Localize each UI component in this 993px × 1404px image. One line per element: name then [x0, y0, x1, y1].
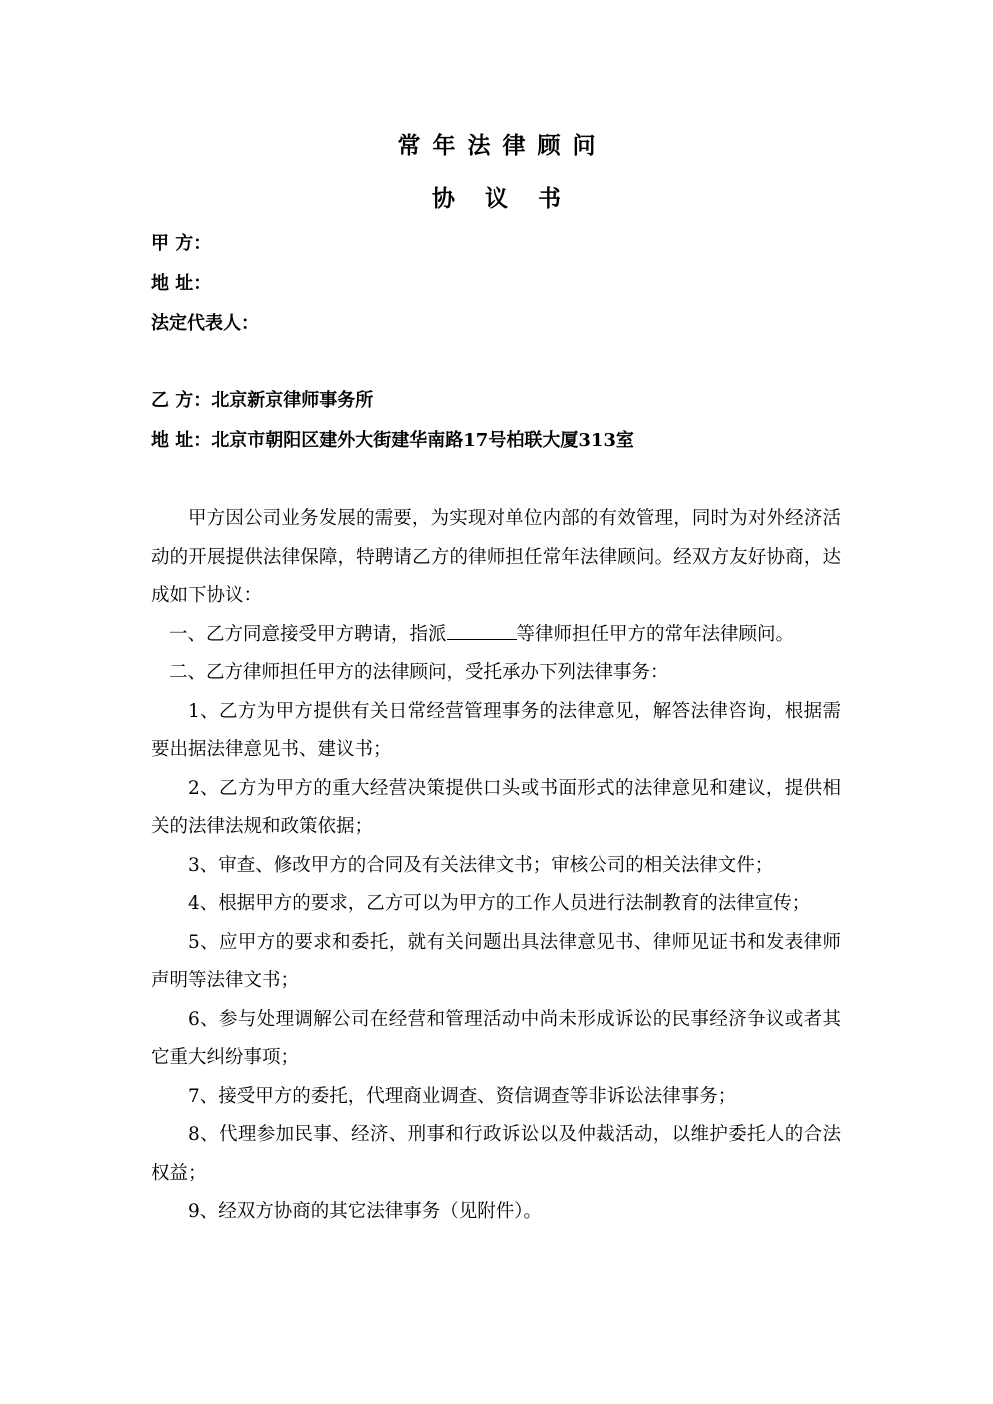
party-a-name-label: 甲 方： — [151, 233, 212, 254]
clause-1-text-before: 一、乙方同意接受甲方聘请，指派 — [169, 623, 447, 645]
appointed-lawyer-blank — [447, 623, 517, 640]
party-b-address: 地 址：北京市朝阳区建外大街建华南路17号柏联大厦313室 — [151, 430, 634, 451]
service-item-3: 3、审查、修改甲方的合同及有关法律文书；审核公司的相关法律文件； — [188, 854, 774, 876]
clause-1 — [151, 616, 841, 655]
service-item-1: 1、乙方为甲方提供有关日常经营管理事务的法律意见，解答法律咨询，根据需要出据法律意见书、建议书； — [151, 700, 841, 760]
document-title: 常年法律顾问 — [397, 132, 608, 159]
service-item-4: 4、根据甲方的要求，乙方可以为甲方的工作人员进行法制教育的法律宣传； — [188, 893, 811, 914]
service-item-2: 2、乙方为甲方的重大经营决策提供口头或书面形式的法律意见和建议，提供相关的法律法规和政策依据； — [151, 777, 841, 837]
service-item-8: 8、代理参加民事、经济、刑事和行政诉讼以及仲裁活动，以维护委托人的合法权益； — [151, 1124, 841, 1184]
service-item-9: 9、经双方协商的其它法律事务（见附件）。 — [188, 1201, 543, 1222]
party-a-address-label: 地 址： — [151, 273, 212, 294]
document-subtitle: 协议书 — [432, 185, 591, 212]
clause-1-text-after: 等律师担任甲方的常年法律顾问。 — [516, 623, 795, 645]
service-item-7: 7、接受甲方的委托，代理商业调查、资信调查等非诉讼法律事务； — [188, 1085, 737, 1107]
agreement-body — [151, 500, 841, 1232]
clause-2: 二、乙方律师担任甲方的法律顾问，受托承办下列法律事务： — [169, 662, 669, 683]
party-a-legal-rep-label: 法定代表人： — [151, 313, 259, 334]
intro-paragraph: 甲方因公司业务发展的需要，为实现对单位内部的有效管理，同时为对外经济活动的开展提供法律保障，特聘请乙方的律师担任常年法律顾问。经双方友好协商，达成如下协议： — [151, 508, 841, 606]
service-item-6: 6、参与处理调解公司在经营和管理活动中尚未形成诉讼的民事经济争议或者其它重大纠纷事项； — [151, 1008, 841, 1068]
service-item-5: 5、应甲方的要求和委托，就有关问题出具法律意见书、律师见证书和发表律师声明等法律文书； — [151, 931, 841, 991]
party-b-name: 乙 方：北京新京律师事务所 — [151, 390, 374, 411]
